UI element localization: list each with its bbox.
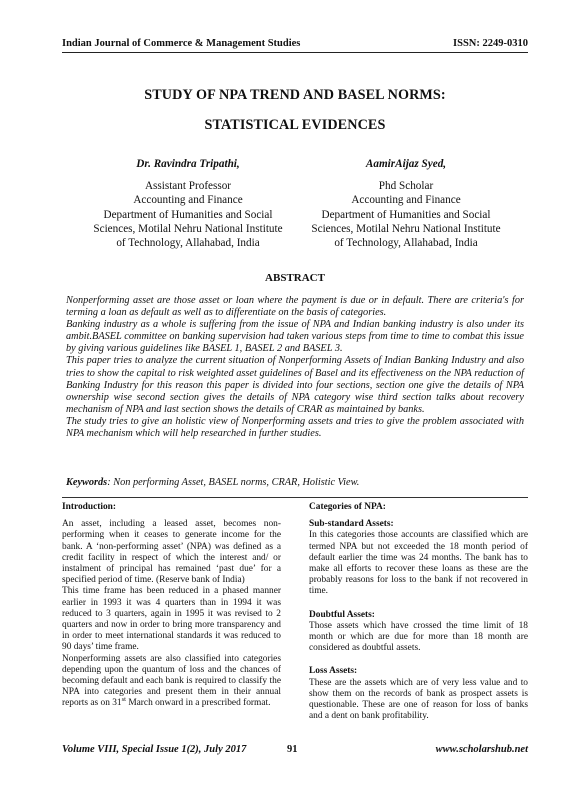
abstract-paragraph: Banking industry as a whole is suffering from the issue of NPA and Indian banking industry is also under its ambit.BASEL committee on banking supervision had taken various steps from time to time to combat this issue by giving various guidelines like BASEL 1, BASEL 2 and BASEL 3. xyxy=(66,319,524,355)
abstract-heading: ABSTRACT xyxy=(265,272,325,284)
author-position: Assistant Professor xyxy=(144,180,232,193)
section-divider xyxy=(62,497,528,498)
right-column xyxy=(309,502,528,722)
body-paragraph: This time frame has been reduced in a phased manner earlier in 1993 it was 4 quarters than in 1994 it was reduced to 3 quarters, again in 1995 it was revised to 2 quarters and now in order to bring more transparency and in order to meet international standards it was reduced to 90 days’ time frame. xyxy=(62,586,281,653)
paper-title-line-1: STUDY OF NPA TREND AND BASEL NORMS: xyxy=(144,87,446,103)
subheading-doubtful: Doubtful Assets: xyxy=(309,609,375,620)
journal-name: Indian Journal of Commerce & Management Studies xyxy=(62,38,301,49)
author-area: Accounting and Finance xyxy=(133,194,243,207)
page-number: 91 xyxy=(287,744,298,755)
footer-website: www.scholarshub.net xyxy=(435,744,528,755)
body-paragraph: These are the assets which are of very less value and to show them on the records of bank as prospect assets is questionable. These are one of reason for loss of banks and a dent on bank profitability. xyxy=(309,677,528,722)
keywords xyxy=(66,477,524,488)
subheading-substandard: Sub-standard Assets: xyxy=(309,519,394,530)
author-name: Dr. Ravindra Tripathi, xyxy=(136,158,240,170)
superscript: st xyxy=(121,696,126,704)
body-paragraph: Those assets which have crossed the time limit of 18 month or which are due for more than 18 month are considered as doubtful assets. xyxy=(309,620,528,654)
footer-volume: Volume VIII, Special Issue 1(2), July 2017 xyxy=(62,744,247,755)
abstract-body xyxy=(66,295,524,440)
issn: ISSN: 2249-0310 xyxy=(453,38,528,49)
page-footer xyxy=(62,744,528,755)
subheading-loss: Loss Assets: xyxy=(309,666,358,677)
left-column xyxy=(62,502,281,710)
running-header xyxy=(62,33,528,53)
author-area: Accounting and Finance xyxy=(351,194,461,207)
keywords-label: Keywords xyxy=(66,477,108,488)
abstract-paragraph: The study tries to give an holistic view of Nonperforming assets and tries to give the problem associated with NPA mechanism which will help researched in further studies. xyxy=(66,415,524,440)
author-position: Phd Scholar xyxy=(378,180,434,193)
author-department: Department of Humanities and Social xyxy=(103,208,273,221)
introduction-heading: Introduction: xyxy=(62,502,117,512)
abstract-paragraph: This paper tries to analyze the current situation of Nonperforming Assets of Indian Banking Industry and also tries to show the capital to risk weighted asset guidelines of Basel and its effectiveness on the NPA reduction of Banking Industry for this reason this paper is divided into four sections, section one give the details of NPA ownership wise second section gives the details of NPA category wise third section talks about recovery mechanism of NPA and last section shows the details of CRAR as maintained by banks. xyxy=(66,355,524,415)
author-block-2 xyxy=(300,157,512,250)
body-paragraph: An asset, including a leased asset, becomes non-performing when it ceases to generate income for the bank. A ‘non-performing asset’ (NPA) was defined as a credit facility in respect of which the interest and/ or instalment of principal has remained ‘past due’ for a specified period of time. (Reserve bank of India) xyxy=(62,519,281,586)
body-paragraph: In this categories those accounts are classified which are termed NPA but not exceeded the 18 month period of default earlier the time was 24 months. The bank has to make all efforts to recover these loans as these are the probably reasons for loss to the bank if not recovered in time. xyxy=(309,530,528,597)
author-department: Department of Humanities and Social xyxy=(321,208,491,221)
author-location: of Technology, Allahabad, India xyxy=(334,237,478,250)
body-text: March onward in a prescribed format. xyxy=(125,698,271,709)
keywords-text: : Non performing Asset, BASEL norms, CRAR, Holistic View. xyxy=(107,477,360,488)
author-institute: Sciences, Motilal Nehru National Institute xyxy=(93,222,283,235)
author-block-1 xyxy=(82,157,294,250)
abstract-paragraph: Nonperforming asset are those asset or loan where the payment is due or in default. There are criteria's for terming a loan as default as well as to differentiate on the basis of categories. xyxy=(66,295,524,319)
body-text: Nonperforming assets are also classified into categories depending upon the quantum of loss and the chances of becoming default and each bank is required to classify the NPA into categories and present them in their annual reports as on 31 xyxy=(62,653,281,709)
author-institute: Sciences, Motilal Nehru National Institute xyxy=(311,222,501,235)
author-name: AamirAijaz Syed, xyxy=(365,158,447,170)
paper-title-line-2: STATISTICAL EVIDENCES xyxy=(204,117,386,133)
body-paragraph xyxy=(62,654,281,710)
author-location: of Technology, Allahabad, India xyxy=(116,237,260,250)
categories-heading: Categories of NPA: xyxy=(309,502,386,512)
